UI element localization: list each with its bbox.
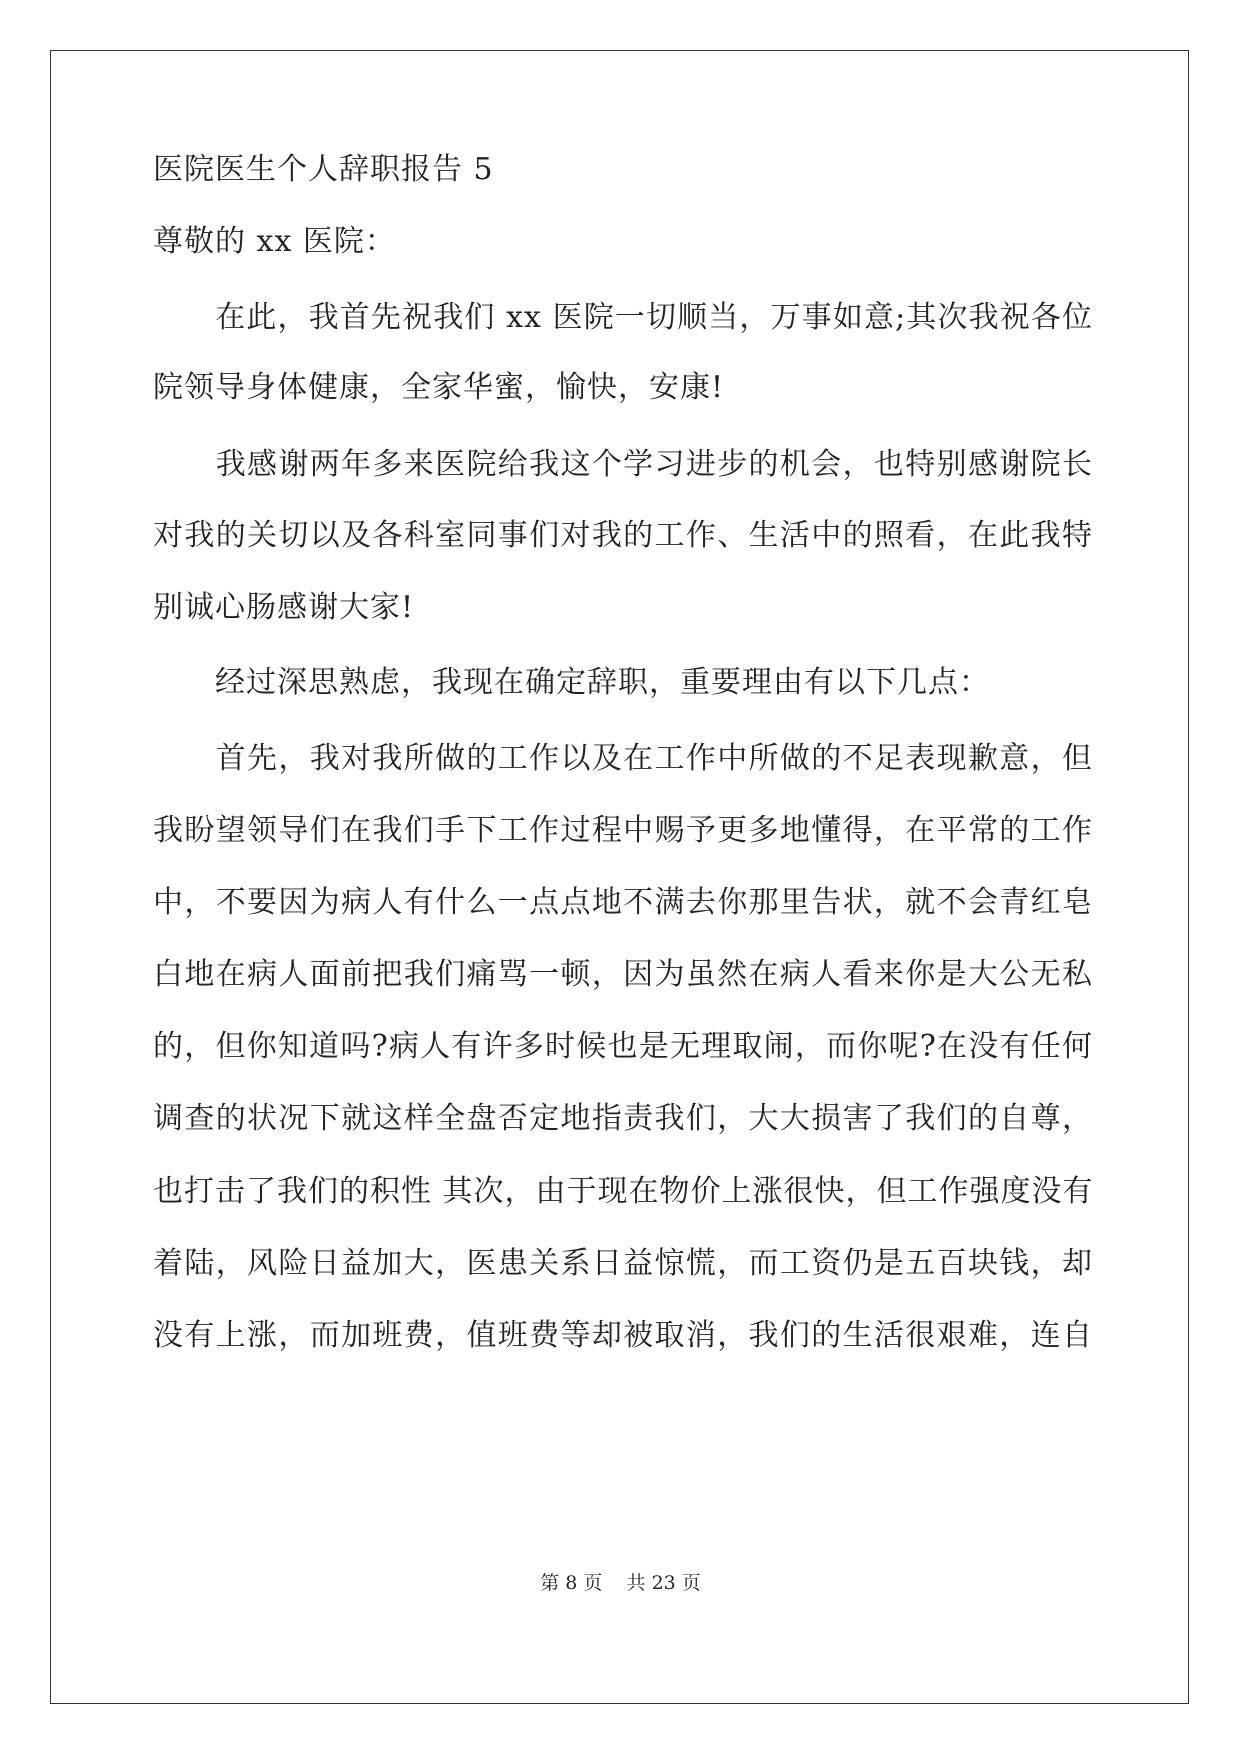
- page-number: 第 8 页: [540, 1572, 603, 1594]
- page-footer: [0, 1571, 1241, 1595]
- body-line: 没有上涨，而加班费，值班费等却被取消，我们的生活很艰难，连自: [153, 1318, 1093, 1353]
- body-line: 别诚心肠感谢大家!: [153, 590, 415, 625]
- body-line: 也打击了我们的积性 其次，由于现在物价上涨很快，但工作强度没有: [153, 1174, 1094, 1209]
- body-line: 的，但你知道吗?病人有许多时候也是无理取闹，而你呢?在没有任何: [153, 1029, 1093, 1064]
- body-line: 中，不要因为病人有什么一点点地不满去你那里告状，就不会青红皂: [153, 885, 1093, 920]
- body-line: 调查的状况下就这样全盘否定地指责我们，大大损害了我们的自尊，: [153, 1101, 1093, 1136]
- body-line: 在此，我首先祝我们 xx 医院一切顺当，万事如意;其次我祝各位: [153, 300, 1093, 335]
- document-title: 医院医生个人辞职报告 5: [153, 152, 494, 187]
- body-line: 首先，我对我所做的工作以及在工作中所做的不足表现歉意，但: [153, 741, 1093, 776]
- body-line: 院领导身体健康，全家华蜜，愉快，安康!: [153, 370, 725, 405]
- salutation: 尊敬的 xx 医院：: [153, 224, 396, 259]
- body-line: 对我的关切以及各科室同事们对我的工作、生活中的照看，在此我特: [153, 518, 1093, 553]
- body-line: 着陆，风险日益加大，医患关系日益惊慌，而工资仍是五百块钱，却: [153, 1246, 1093, 1281]
- body-line: 我盼望领导们在我们手下工作过程中赐予更多地懂得，在平常的工作: [153, 813, 1093, 848]
- body-line: 我感谢两年多来医院给我这个学习进步的机会，也特别感谢院长: [153, 447, 1093, 482]
- body-line: 经过深思熟虑，我现在确定辞职，重要理由有以下几点：: [153, 665, 990, 700]
- page-total: 共 23 页: [626, 1572, 701, 1594]
- body-line: 白地在病人面前把我们痛骂一顿，因为虽然在病人看来你是大公无私: [153, 957, 1093, 992]
